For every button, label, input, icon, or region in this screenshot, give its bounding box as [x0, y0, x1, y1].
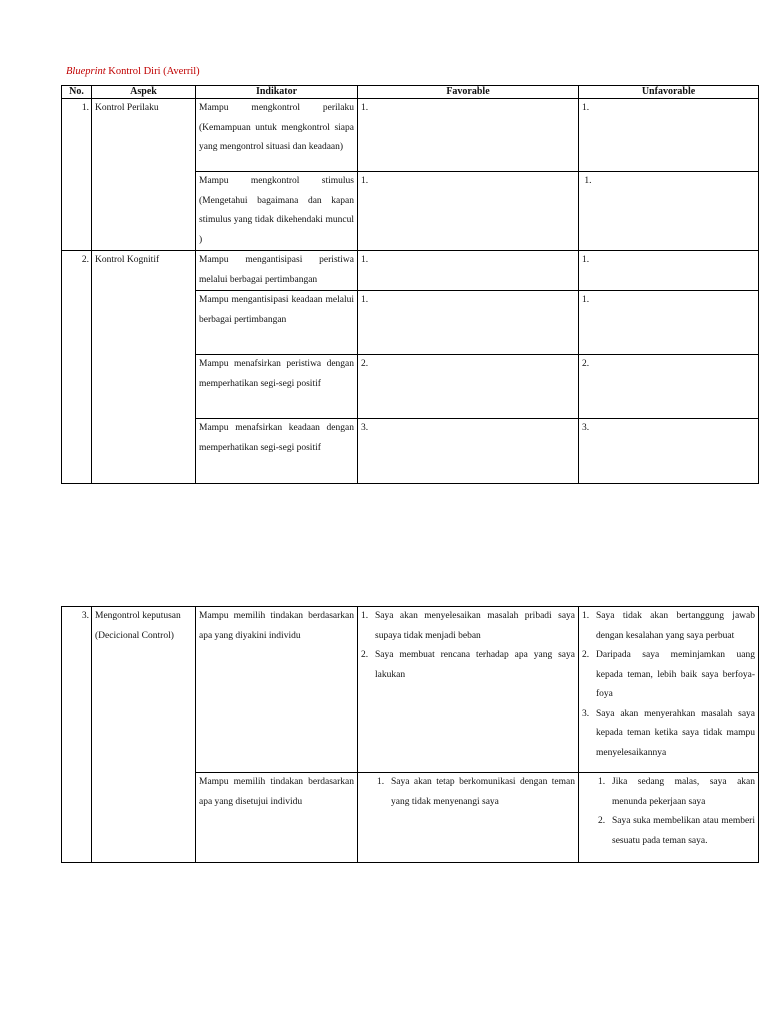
- indikator-cell: Mampu mengkontrol perilaku (Kemampuan untuk mengkontrol siapa yang mengontrol situasi dan keadaan): [196, 99, 358, 172]
- header-aspek: Aspek: [92, 86, 196, 99]
- header-indikator: Indikator: [196, 86, 358, 99]
- favorable-cell: [358, 773, 579, 863]
- favorable-cell: 1.: [358, 291, 579, 355]
- unfavorable-cell: 1.: [579, 251, 759, 291]
- favorable-cell: 1.: [358, 172, 579, 251]
- aspek-cell: Mengontrol keputusan (Decicional Control): [92, 607, 196, 863]
- list-item: [582, 705, 755, 764]
- list-item: [361, 773, 575, 812]
- list-item-number: 2.: [361, 650, 369, 660]
- favorable-cell: 2.: [358, 355, 579, 419]
- list-item: [582, 646, 755, 705]
- unfavorable-list: [582, 773, 755, 851]
- list-item-number: 3.: [582, 708, 590, 719]
- favorable-list: [361, 607, 575, 685]
- indikator-cell: Mampu mengantisipasi keadaan melalui berbagai pertimbangan: [196, 291, 358, 355]
- unfavorable-cell: [579, 607, 759, 773]
- list-item-number: 1.: [598, 777, 606, 787]
- list-item-text: Saya akan menyelesaikan masalah pribadi saya supaya tidak menjadi beban: [375, 611, 575, 641]
- list-item-text: Saya membuat rencana terhadap apa yang saya lakukan: [375, 650, 575, 680]
- title-rest: Kontrol Diri (Averril): [105, 66, 200, 77]
- favorable-cell: 1.: [358, 251, 579, 291]
- list-item: [582, 812, 755, 851]
- aspek-cell: Kontrol Kognitif: [92, 251, 196, 484]
- favorable-cell: 1.: [358, 99, 579, 172]
- list-item: [582, 607, 755, 646]
- title-italic: Blueprint: [66, 66, 106, 77]
- unfavorable-cell: 1.: [579, 291, 759, 355]
- indikator-cell: Mampu menafsirkan peristiwa dengan memperhatikan segi-segi positif: [196, 355, 358, 419]
- row-number: 2.: [62, 251, 92, 484]
- list-item-number: 1.: [377, 777, 385, 787]
- list-item-number: 1.: [361, 611, 369, 621]
- header-no: No.: [62, 86, 92, 99]
- header-unfavorable: Unfavorable: [579, 86, 759, 99]
- blueprint-table-1: [61, 85, 759, 484]
- list-item: [361, 646, 575, 685]
- aspek-cell: Kontrol Perilaku: [92, 99, 196, 251]
- favorable-cell: 3.: [358, 419, 579, 484]
- unfavorable-cell: 1.: [579, 99, 759, 172]
- blueprint-table-2: [61, 606, 759, 863]
- list-item-number: 2.: [598, 816, 606, 826]
- list-item: [361, 607, 575, 646]
- list-item-text: Saya tidak akan bertanggung jawab dengan kesalahan yang saya perbuat: [596, 611, 755, 641]
- list-item-text: Saya akan tetap berkomunikasi dengan teman yang tidak menyenangi saya: [391, 777, 575, 807]
- row-number: 1.: [62, 99, 92, 251]
- list-item-number: 2.: [582, 650, 590, 660]
- unfavorable-cell: 1.: [579, 172, 759, 251]
- list-item-text: Saya akan menyerahkan masalah saya kepada teman ketika saya tidak mampu menyelesaikannya: [596, 708, 755, 758]
- document-title: [66, 66, 200, 77]
- list-item: [582, 773, 755, 812]
- indikator-cell: Mampu mengantisipasi peristiwa melalui berbagai pertimbangan: [196, 251, 358, 291]
- favorable-cell: [358, 607, 579, 773]
- list-item-text: Saya suka membelikan atau memberi sesuatu pada teman saya.: [612, 816, 755, 846]
- unfavorable-list: [582, 607, 755, 763]
- indikator-cell: Mampu memilih tindakan berdasarkan apa yang diyakini individu: [196, 607, 358, 773]
- list-item-text: Daripada saya meminjamkan uang kepada teman, lebih baik saya berfoya-foya: [596, 650, 755, 699]
- list-item-text: Jika sedang malas, saya akan menunda pekerjaan saya: [612, 777, 755, 807]
- list-item-number: 1.: [582, 611, 590, 621]
- row-number: 3.: [62, 607, 92, 863]
- indikator-cell: Mampu menafsirkan keadaan dengan memperhatikan segi-segi positif: [196, 419, 358, 484]
- unfavorable-cell: 3.: [579, 419, 759, 484]
- header-favorable: Favorable: [358, 86, 579, 99]
- unfavorable-cell: 2.: [579, 355, 759, 419]
- indikator-cell: Mampu memilih tindakan berdasarkan apa yang disetujui individu: [196, 773, 358, 863]
- indikator-cell: Mampu mengkontrol stimulus (Mengetahui bagaimana dan kapan stimulus yang tidak dikehendaki muncul ): [196, 172, 358, 251]
- unfavorable-cell: [579, 773, 759, 863]
- favorable-list: [361, 773, 575, 812]
